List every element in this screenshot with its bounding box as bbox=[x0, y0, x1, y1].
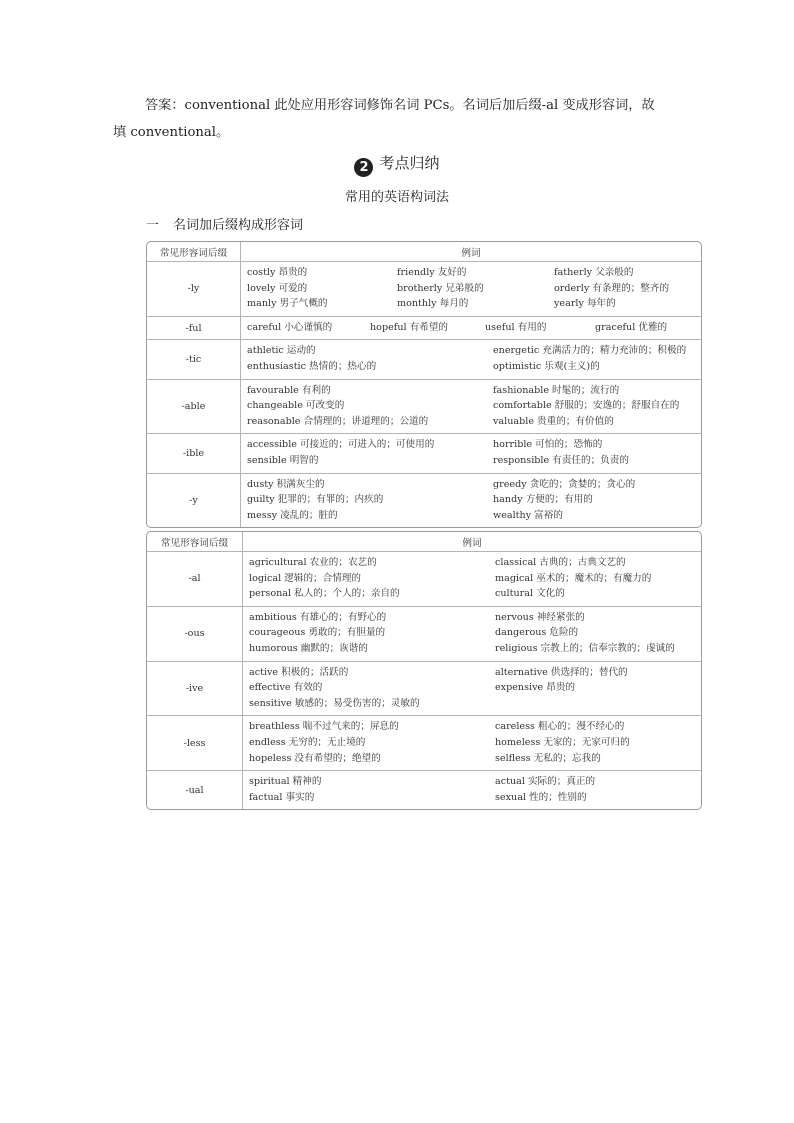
example-word: messy 凌乱的；脏的 bbox=[247, 509, 338, 521]
example-word: accessible 可接近的；可进入的；可使用的 bbox=[247, 439, 435, 451]
example-word: expensive 昂贵的 bbox=[495, 682, 576, 694]
suffix-cell: -ible bbox=[147, 433, 241, 472]
example-word: greedy 贪吃的；贪婪的；贪心的 bbox=[493, 478, 636, 490]
example-word: manly 男子气概的 bbox=[247, 298, 328, 310]
example-word: agricultural 农业的；农艺的 bbox=[249, 557, 377, 568]
example-word: selfless 无私的；忘我的 bbox=[495, 752, 601, 764]
table-row bbox=[147, 551, 701, 606]
example-word: breathless 喘不过气来的；屏息的 bbox=[249, 721, 399, 733]
example-word: religious 宗教上的；信奉宗教的；虔诚的 bbox=[495, 642, 675, 654]
examples-cell bbox=[241, 339, 701, 378]
example-word: enthusiastic 热情的；热心的 bbox=[247, 360, 377, 372]
example-word: useful 有用的 bbox=[485, 321, 547, 333]
example-word: changeable 可改变的 bbox=[247, 400, 345, 412]
table-row bbox=[147, 339, 701, 378]
suffix-cell: -ly bbox=[147, 261, 241, 316]
examples-cell bbox=[243, 551, 701, 606]
suffix-cell: -able bbox=[147, 379, 241, 434]
examples-cell bbox=[243, 715, 701, 770]
answer-paragraph bbox=[113, 92, 683, 146]
suffix-cell: -tic bbox=[147, 339, 241, 378]
header-examples: 例词 bbox=[461, 247, 481, 259]
header-examples: 例词 bbox=[462, 537, 482, 549]
example-word: optimistic 乐观(主义)的 bbox=[493, 360, 600, 372]
subtitle: 常用的英语构词法 bbox=[344, 190, 449, 205]
example-word: logical 逻辑的；合情理的 bbox=[249, 572, 362, 584]
example-word: spiritual 精神的 bbox=[249, 776, 322, 788]
example-word: fashionable 时髦的；流行的 bbox=[493, 384, 620, 396]
example-word: dusty 积满灰尘的 bbox=[247, 478, 325, 490]
example-word: responsible 有责任的；负责的 bbox=[493, 454, 629, 466]
example-word: fatherly 父亲般的 bbox=[554, 267, 634, 278]
table-header-row bbox=[147, 242, 701, 261]
suffix-table-1 bbox=[146, 241, 702, 528]
table-row bbox=[147, 661, 701, 716]
example-word: orderly 有条理的；整齐的 bbox=[554, 282, 670, 294]
example-word: lovely 可爱的 bbox=[247, 282, 308, 294]
example-word: actual 实际的；真正的 bbox=[495, 776, 596, 788]
table-row bbox=[147, 715, 701, 770]
example-word: dangerous 危险的 bbox=[495, 627, 579, 639]
example-word: guilty 犯罪的；有罪的；内疚的 bbox=[247, 494, 384, 506]
examples-cell bbox=[241, 316, 701, 340]
example-word: humorous 幽默的；诙谐的 bbox=[249, 642, 368, 654]
examples-cell bbox=[241, 473, 701, 528]
suffix-cell: -less bbox=[147, 715, 243, 770]
table-header-row bbox=[147, 532, 701, 551]
example-word: sensitive 敏感的；易受伤害的；灵敏的 bbox=[249, 697, 420, 709]
header-suffix: 常见形容词后缀 bbox=[147, 242, 241, 261]
example-word: energetic 充满活力的；精力充沛的；积极的 bbox=[493, 345, 687, 357]
example-word: endless 无穷的；无止境的 bbox=[249, 736, 366, 748]
examples-cell bbox=[241, 379, 701, 434]
example-words-grid bbox=[247, 343, 695, 374]
example-words-grid bbox=[247, 477, 695, 524]
examples-cell bbox=[243, 770, 701, 809]
section-title: 考点归纳 bbox=[379, 154, 440, 172]
example-word: sexual 性的；性别的 bbox=[495, 791, 587, 803]
example-word: alternative 供选择的；替代的 bbox=[495, 666, 628, 678]
part-heading bbox=[146, 214, 303, 233]
table-row bbox=[147, 473, 701, 528]
example-words-grid bbox=[249, 555, 695, 602]
example-word: reasonable 合情理的；讲道理的；公道的 bbox=[247, 415, 429, 427]
examples-cell bbox=[241, 433, 701, 472]
example-word: careful 小心谨慎的 bbox=[247, 321, 333, 333]
example-word: classical 古典的；古典文艺的 bbox=[495, 557, 626, 568]
example-word: handy 方便的；有用的 bbox=[493, 494, 593, 506]
table-row bbox=[147, 606, 701, 661]
part-title: 名词加后缀构成形容词 bbox=[173, 218, 304, 233]
example-word: careless 粗心的；漫不经心的 bbox=[495, 721, 625, 733]
example-word: favourable 有利的 bbox=[247, 384, 331, 396]
table-row bbox=[147, 316, 701, 340]
example-word: effective 有效的 bbox=[249, 682, 323, 694]
example-words-grid bbox=[249, 719, 695, 766]
example-words-grid bbox=[249, 610, 695, 657]
section-heading bbox=[0, 152, 794, 177]
example-word: active 积极的；活跃的 bbox=[249, 666, 349, 678]
example-word: hopeful 有希望的 bbox=[370, 321, 448, 333]
suffix-table-2 bbox=[146, 531, 702, 810]
example-word: courageous 勇敢的；有胆量的 bbox=[249, 627, 386, 639]
section-number-badge: 2 bbox=[354, 158, 373, 177]
example-word: athletic 运动的 bbox=[247, 345, 316, 357]
examples-cell bbox=[243, 606, 701, 661]
example-word bbox=[495, 696, 695, 712]
table-row bbox=[147, 770, 701, 809]
example-words-grid bbox=[249, 665, 695, 712]
answer-line-1: 答案：conventional 此处应用形容词修饰名词 PCs。名词后加后缀-al 变成形容词，故 bbox=[145, 98, 655, 113]
example-words-grid bbox=[247, 437, 695, 468]
example-word: friendly 友好的 bbox=[397, 267, 467, 278]
example-word: factual 事实的 bbox=[249, 791, 315, 803]
example-word: sensible 明智的 bbox=[247, 454, 319, 466]
example-words-grid bbox=[247, 320, 695, 336]
example-word: comfortable 舒服的；安逸的；舒服自在的 bbox=[493, 400, 680, 412]
answer-line-2: 填 conventional。 bbox=[113, 125, 230, 140]
table-row bbox=[147, 433, 701, 472]
example-word: graceful 优雅的 bbox=[595, 321, 668, 333]
example-word: yearly 每年的 bbox=[554, 298, 616, 310]
table-row bbox=[147, 379, 701, 434]
suffix-cell: -ful bbox=[147, 316, 241, 340]
example-words-grid bbox=[247, 265, 695, 312]
table-row bbox=[147, 261, 701, 316]
example-word: costly 昂贵的 bbox=[247, 267, 308, 278]
suffix-cell: -al bbox=[147, 551, 243, 606]
example-word: wealthy 富裕的 bbox=[493, 509, 563, 521]
example-word: ambitious 有雄心的；有野心的 bbox=[249, 611, 387, 623]
suffix-cell: -ual bbox=[147, 770, 243, 809]
suffix-cell: -ive bbox=[147, 661, 243, 716]
example-word: brotherly 兄弟般的 bbox=[397, 282, 484, 294]
example-word: magical 巫术的；魔术的；有魔力的 bbox=[495, 572, 652, 584]
header-suffix: 常见形容词后缀 bbox=[147, 532, 243, 551]
part-number: 一 bbox=[146, 218, 160, 233]
examples-cell bbox=[241, 261, 701, 316]
example-word: monthly 每月的 bbox=[397, 298, 469, 310]
examples-cell bbox=[243, 661, 701, 716]
example-words-grid bbox=[247, 383, 695, 430]
example-word: personal 私人的；个人的；亲自的 bbox=[249, 588, 400, 600]
example-words-grid bbox=[249, 774, 695, 805]
suffix-cell: -y bbox=[147, 473, 241, 528]
example-word: homeless 无家的；无家可归的 bbox=[495, 736, 630, 748]
example-word: valuable 贵重的；有价值的 bbox=[493, 415, 614, 427]
example-word: nervous 神经紧张的 bbox=[495, 611, 585, 623]
suffix-cell: -ous bbox=[147, 606, 243, 661]
example-word: horrible 可怕的；恐怖的 bbox=[493, 439, 603, 451]
example-word: cultural 文化的 bbox=[495, 588, 565, 600]
example-word: hopeless 没有希望的；绝望的 bbox=[249, 752, 381, 764]
